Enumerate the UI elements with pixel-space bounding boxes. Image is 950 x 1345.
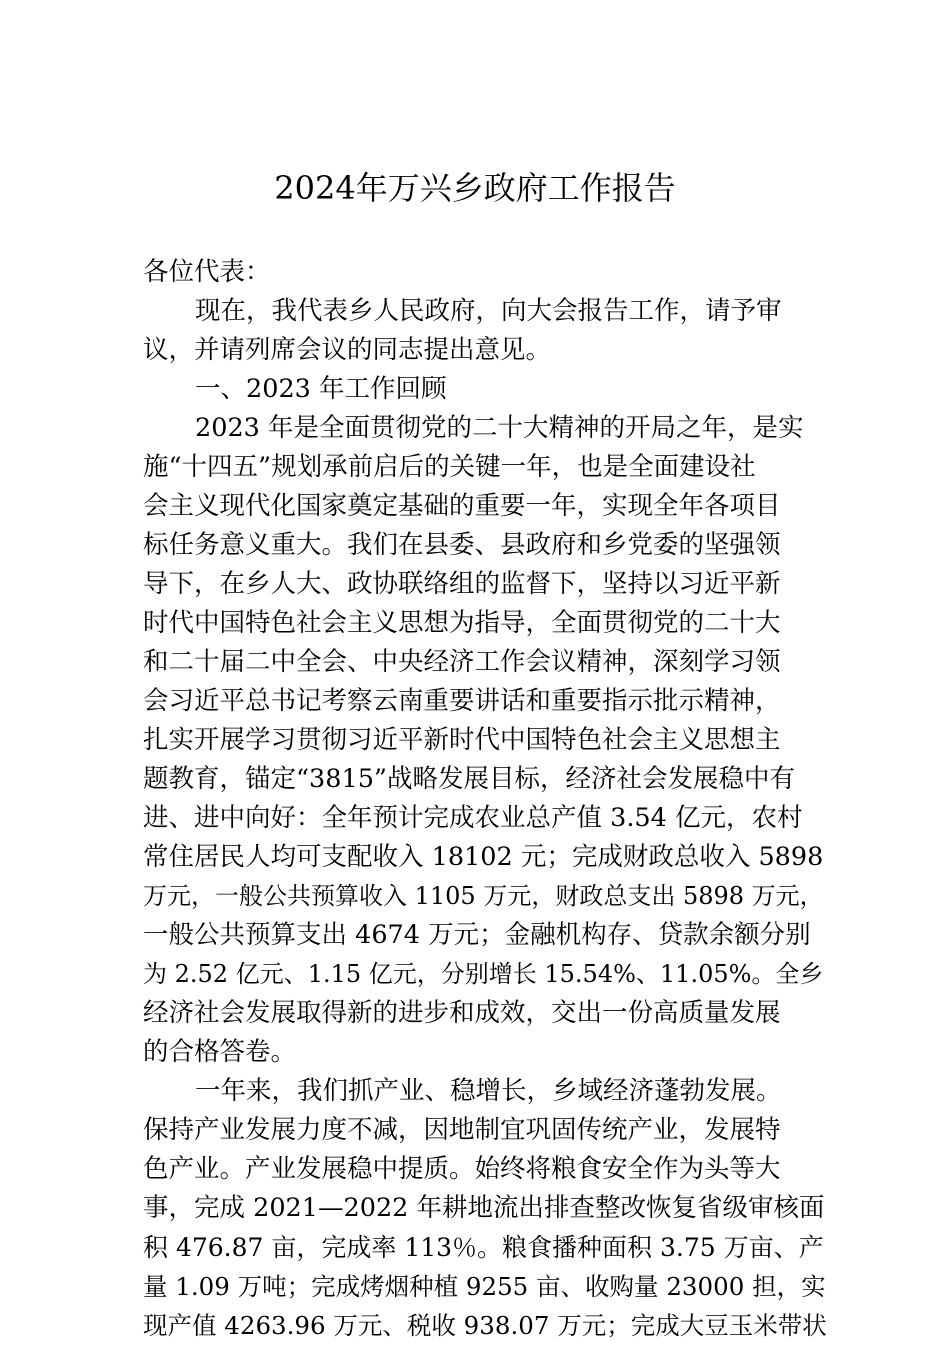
body-line: 现在，我代表乡人民政府，向大会报告工作，请予审 [195, 296, 782, 326]
body-line: 会主义现代化国家奠定基础的重要一年，实现全年各项目 [143, 491, 781, 521]
body-line: 施“十四五”规划承前启后的关键一年，也是全面建设社 [143, 452, 756, 482]
body-line: 万元，一般公共预算收入 1105 万元，财政总支出 5898 万元， [143, 882, 824, 910]
body-line: 2023 年是全面贯彻党的二十大精神的开局之年，是实 [195, 413, 804, 443]
body-line: 量 1.09 万吨；完成烤烟种植 9255 亩、收购量 23000 担，实 [143, 1272, 826, 1301]
body-line: 事，完成 2021—2022 年耕地流出排查整改恢复省级审核面 [143, 1193, 825, 1223]
document-title: 2024年万兴乡政府工作报告 [274, 169, 676, 207]
body-line: 会习近平总书记考察云南重要讲话和重要指示批示精神， [143, 686, 781, 716]
body-line: 现产值 4263.96 万元、税收 938.07 万元；完成大豆玉米带状 [143, 1311, 827, 1340]
body-line: 一年来，我们抓产业、稳增长，乡域经济蓬勃发展。 [195, 1076, 782, 1106]
body-line: 扎实开展学习贯彻习近平新时代中国特色社会主义思想主 [143, 725, 781, 755]
body-line: 进、进中向好：全年预计完成农业总产值 3.54 亿元，农村 [143, 803, 803, 833]
body-line: 的合格答卷。 [143, 1037, 297, 1067]
body-line: 积 476.87 亩，完成率 113％。粮食播种面积 3.75 万亩、产 [143, 1233, 824, 1262]
body-line: 议，并请列席会议的同志提出意见。 [143, 335, 552, 365]
document-body [143, 253, 827, 1345]
body-line: 经济社会发展取得新的进步和成效，交出一份高质量发展 [143, 998, 781, 1028]
body-line: 为 2.52 亿元、1.15 亿元，分别增长 15.54%、11.05%。全乡 [143, 960, 824, 988]
body-line: 各位代表： [143, 257, 271, 287]
body-line: 保持产业发展力度不减，因地制宜巩固传统产业，发展特 [143, 1115, 781, 1145]
body-line: 和二十届二中全会、中央经济工作会议精神，深刻学习领 [143, 647, 781, 677]
body-line: 色产业。产业发展稳中提质。始终将粮食安全作为头等大 [143, 1154, 781, 1184]
body-line: 一、2023 年工作回顾 [195, 374, 447, 404]
body-line: 一般公共预算支出 4674 万元；金融机构存、贷款余额分别 [143, 920, 811, 950]
body-line: 标任务意义重大。我们在县委、县政府和乡党委的坚强领 [143, 530, 781, 560]
body-line: 时代中国特色社会主义思想为指导，全面贯彻党的二十大 [143, 608, 781, 638]
body-line: 题教育，锚定“3815”战略发展目标，经济社会发展稳中有 [143, 764, 795, 794]
body-line: 导下，在乡人大、政协联络组的监督下，坚持以习近平新 [143, 569, 781, 599]
body-line: 常住居民人均可支配收入 18102 元；完成财政总收入 5898 [143, 842, 824, 872]
